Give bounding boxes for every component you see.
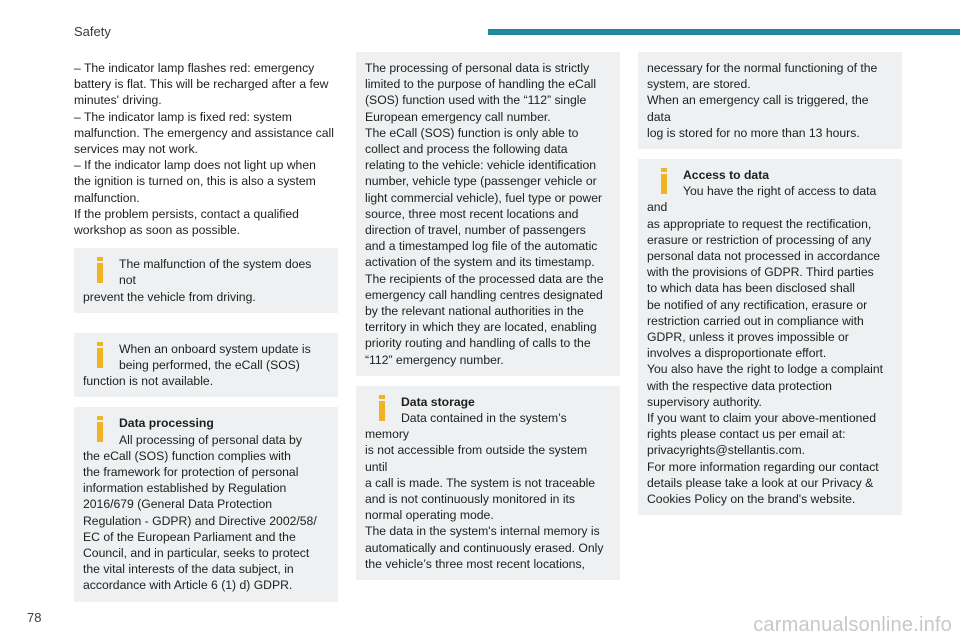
- info-note-data-processing: [74, 407, 338, 601]
- note-line: When an onboard system update is: [119, 341, 311, 356]
- note-line: Cookies Policy on the brand's website.: [647, 492, 856, 507]
- text-line: relating to the vehicle: vehicle identification: [365, 158, 597, 173]
- info-note-malfunction: [74, 248, 338, 313]
- note-line: Data contained in the system’s memory: [365, 411, 567, 442]
- note-line: EC of the European Parliament and the: [83, 529, 296, 544]
- text-line: workshop as soon as possible.: [74, 223, 240, 238]
- text-line: number, vehicle type (passenger vehicle or: [365, 174, 597, 189]
- note-line: being performed, the eCall (SOS): [119, 358, 300, 373]
- text-line: source, three most recent locations and: [365, 206, 579, 221]
- column-1: [74, 52, 338, 602]
- text-line: European emergency call number.: [365, 109, 551, 124]
- note-line: to which data has been disclosed shall: [647, 281, 855, 296]
- text-line: – If the indicator lamp does not light up when: [74, 158, 316, 173]
- note-line: supervisory authority.: [647, 394, 762, 409]
- note-line: the eCall (SOS) function complies with: [83, 448, 291, 463]
- text-line: When an emergency call is triggered, the data: [647, 93, 869, 124]
- info-icon: [377, 395, 391, 421]
- note-line: is not accessible from outside the system until: [365, 443, 588, 474]
- text-line: system, are stored.: [647, 77, 751, 92]
- text-line: If the problem persists, contact a qualified: [74, 206, 299, 221]
- note-line: All processing of personal data by: [119, 432, 302, 447]
- note-line: restriction carried out in compliance with: [647, 313, 864, 328]
- text-line: (SOS) function used with the “112” single: [365, 93, 587, 108]
- info-icon: [95, 257, 109, 283]
- note-line: involves a disproportionate effort.: [647, 346, 827, 361]
- note-line: with the respective data protection: [647, 378, 832, 393]
- column-2: [356, 52, 620, 580]
- text-line: collect and process the following data: [365, 142, 568, 157]
- note-title: Data processing: [119, 416, 214, 431]
- note-line: be notified of any rectification, erasure or: [647, 297, 868, 312]
- note-line: normal operating mode.: [365, 508, 494, 523]
- text-line: necessary for the normal functioning of the: [647, 61, 878, 75]
- data-storage-continued: [638, 52, 902, 149]
- note-line: function is not available.: [83, 374, 214, 389]
- note-line: The malfunction of the system does not: [119, 257, 312, 288]
- data-processing-continued: [356, 52, 620, 376]
- text-line: battery is flat. This will be recharged after a few: [74, 77, 329, 92]
- text-line: activation of the system and its timestamp.: [365, 255, 595, 270]
- text-line: malfunction. The emergency and assistance call: [74, 125, 334, 140]
- text-line: light commercial vehicle), fuel type or power: [365, 190, 603, 205]
- note-line: the vital interests of the data subject, in: [83, 562, 294, 577]
- text-line: malfunction.: [74, 190, 140, 205]
- text-line: – The indicator lamp is fixed red: system: [74, 109, 292, 124]
- info-icon: [95, 416, 109, 442]
- note-line: Council, and in particular, seeks to protect: [83, 546, 310, 561]
- note-line: the framework for protection of personal: [83, 465, 299, 480]
- section-title: Safety: [74, 24, 111, 39]
- email-address[interactable]: privacyrights@stellantis.com.: [647, 443, 805, 458]
- text-line: the ignition is turned on, this is also a system: [74, 174, 316, 189]
- header-accent-bar: [488, 29, 960, 35]
- text-line: territory in which they are located, enabling: [365, 320, 597, 335]
- note-line: erasure or restriction of processing of any: [647, 232, 872, 247]
- text-line: by the relevant national authorities in the: [365, 304, 584, 319]
- note-line: prevent the vehicle from driving.: [83, 289, 256, 304]
- note-line: personal data not processed in accordance: [647, 249, 881, 264]
- text-line: The processing of personal data is strictly: [365, 61, 590, 75]
- info-note-access-to-data: [638, 159, 902, 515]
- text-line: The recipients of the processed data are the: [365, 271, 604, 286]
- text-line: emergency call handling centres designated: [365, 287, 603, 302]
- info-note-update: [74, 333, 338, 398]
- text-line: services may not work.: [74, 142, 198, 157]
- note-line: rights please contact us per email at:: [647, 427, 846, 442]
- text-line: “112” emergency number.: [365, 352, 504, 367]
- note-line: the vehicle’s three most recent locations,: [365, 556, 585, 571]
- text-line: The eCall (SOS) function is only able to: [365, 125, 579, 140]
- note-line: If you want to claim your above-mentioned: [647, 411, 876, 426]
- note-line: accordance with Article 6 (1) d) GDPR.: [83, 578, 293, 593]
- note-line: details please take a look at our Privacy &: [647, 475, 874, 490]
- note-line: You also have the right to lodge a complaint: [647, 362, 884, 377]
- note-line: information established by Regulation: [83, 481, 287, 496]
- note-line: GDPR, unless it proves impossible or: [647, 330, 849, 345]
- info-note-data-storage: [356, 386, 620, 580]
- page-number: 78: [27, 610, 42, 625]
- text-line: priority routing and handling of calls to the: [365, 336, 591, 351]
- note-line: You have the right of access to data and: [647, 184, 877, 215]
- info-icon: [659, 168, 673, 194]
- text-line: limited to the purpose of handling the eCall: [365, 77, 597, 92]
- text-line: direction of travel, number of passengers: [365, 223, 586, 238]
- text-line: minutes' driving.: [74, 93, 162, 108]
- note-line: automatically and continuously erased. Only: [365, 540, 604, 555]
- note-line: and is not continuously monitored in its: [365, 492, 576, 507]
- column-3: [638, 52, 902, 515]
- note-title: Data storage: [401, 394, 475, 409]
- note-line: The data in the system's internal memory is: [365, 524, 600, 539]
- note-line: as appropriate to request the rectification,: [647, 216, 872, 231]
- note-line: a call is made. The system is not traceable: [365, 475, 596, 490]
- note-line: 2016/679 (General Data Protection: [83, 497, 273, 512]
- indicator-lamp-text: [74, 52, 338, 238]
- note-title: Access to data: [683, 168, 770, 183]
- watermark: carmanualsonline.info: [753, 614, 952, 636]
- text-line: and a timestamped log file of the automatic: [365, 239, 598, 254]
- note-line: with the provisions of GDPR. Third parties: [647, 265, 874, 280]
- info-icon: [95, 342, 109, 368]
- note-line: For more information regarding our contact: [647, 459, 879, 474]
- text-line: – The indicator lamp flashes red: emergency: [74, 61, 315, 75]
- note-line: Regulation - GDPR) and Directive 2002/58/: [83, 513, 317, 528]
- text-line: log is stored for no more than 13 hours.: [647, 125, 860, 140]
